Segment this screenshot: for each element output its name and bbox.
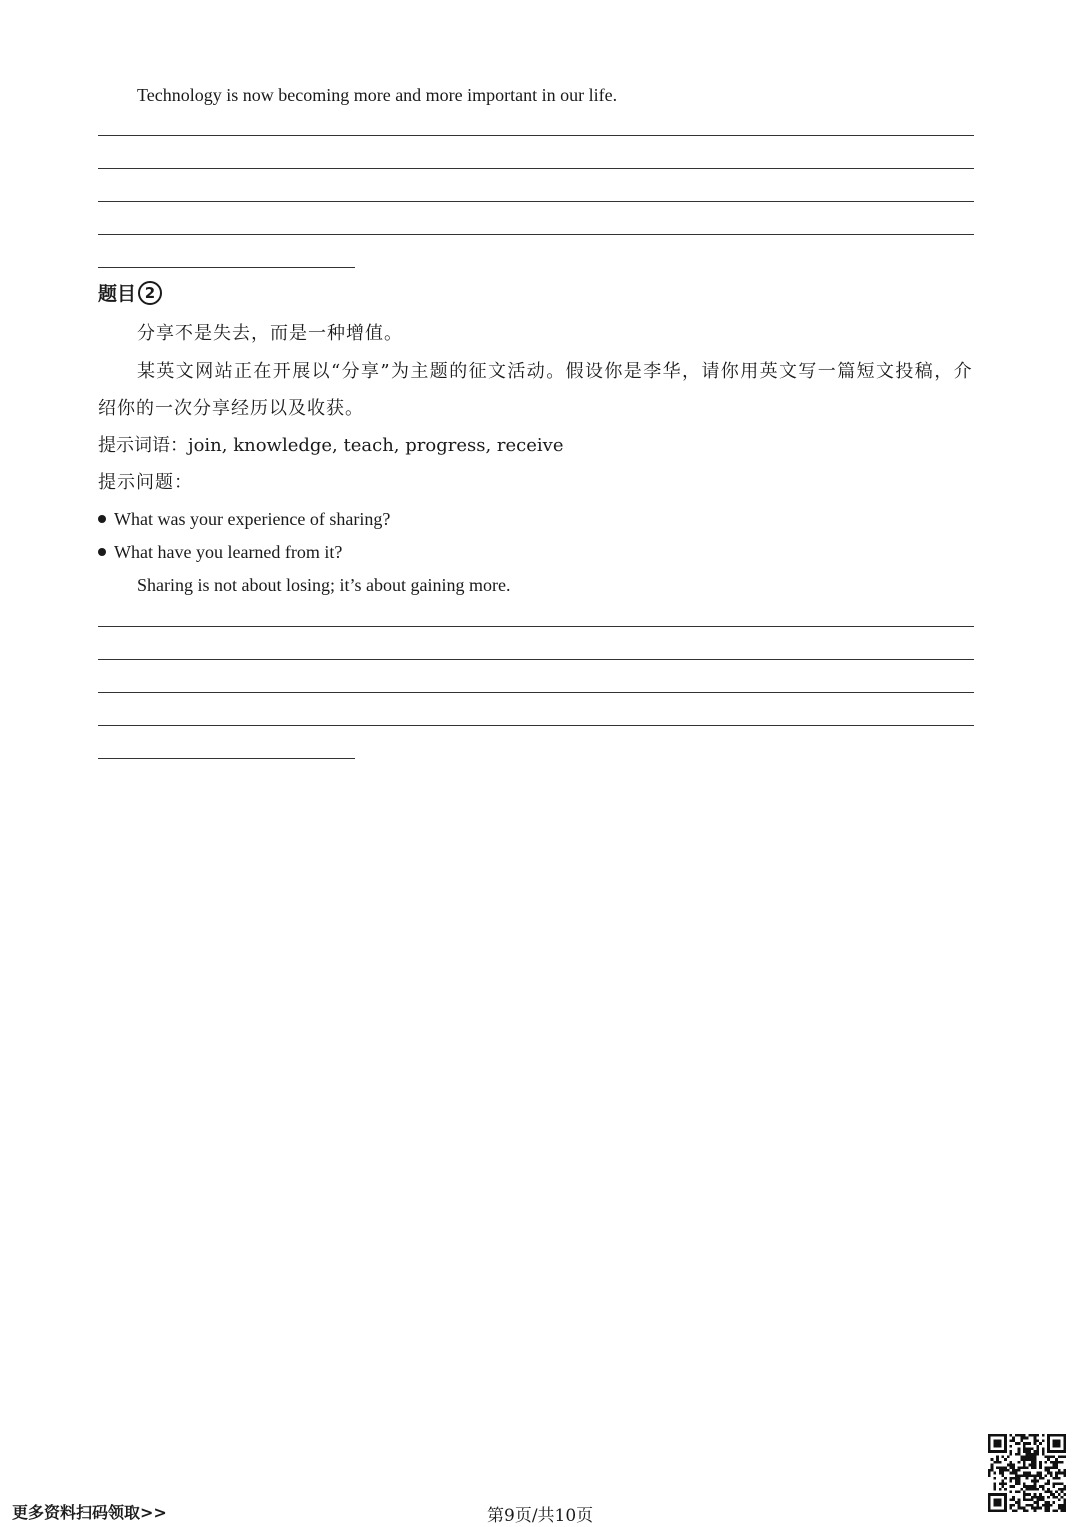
bullet-icon [98,515,106,523]
hint-question-text: What have you learned from it? [114,542,343,562]
prompt-line-2: 绍你的一次分享经历以及收获。 [98,398,364,419]
bullet-icon [98,548,106,556]
hint-question-text: What was your experience of sharing? [114,509,391,529]
question-heading [98,282,162,307]
hint-questions-label: 提示问题： [98,472,193,493]
prompt-line-1: 某英文网站正在开展以“分享”为主题的征文活动。假设你是李华，请你用英文写一篇短文投稿，介 [137,361,973,382]
answer-line[interactable] [98,234,974,235]
hint-question-item [98,541,342,563]
footer-promo-text: 更多资料扫码领取>> [12,1503,167,1522]
answer-line[interactable] [98,692,974,693]
answer-line[interactable] [98,168,974,169]
answer-line-short[interactable] [98,758,355,759]
question-label: 题目 [98,283,137,305]
starter-sentence-1: Technology is now becoming more and more important in our life. [137,85,618,105]
answer-line[interactable] [98,659,974,660]
answer-line[interactable] [98,201,974,202]
question-number: 2 [138,281,162,305]
answer-line[interactable] [98,725,974,726]
hint-words: 提示词语：join, knowledge, teach, progress, receive [98,435,564,456]
answer-line-short[interactable] [98,267,355,268]
answer-line[interactable] [98,626,974,627]
hint-question-item [98,508,390,530]
answer-line[interactable] [98,135,974,136]
starter-sentence-2: Sharing is not about losing; it’s about gaining more. [137,575,511,595]
qr-code-icon [988,1434,1066,1512]
motto: 分享不是失去，而是一种增值。 [137,323,403,344]
page-number: 第9页/共10页 [487,1506,594,1526]
